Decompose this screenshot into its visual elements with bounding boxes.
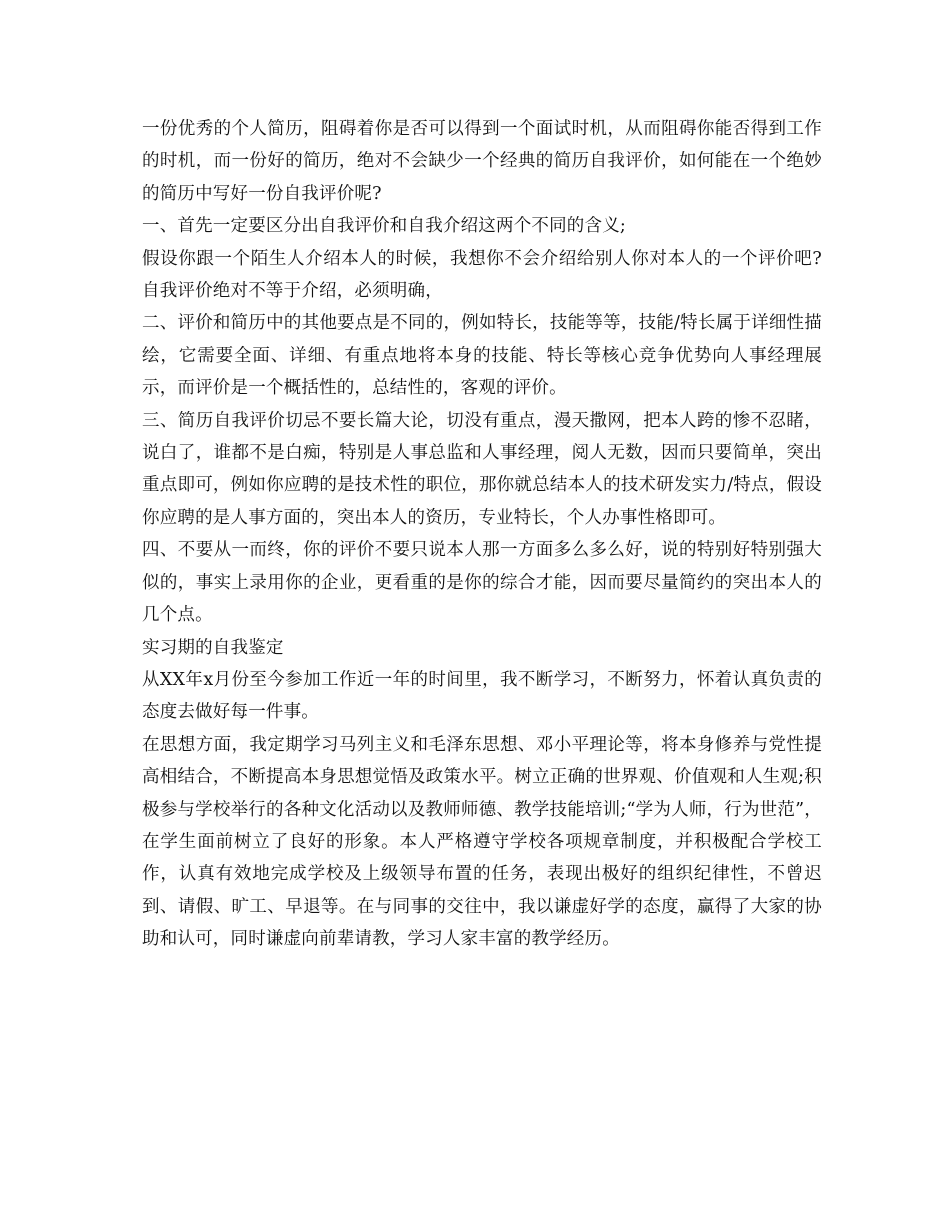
paragraph-intro: 一份优秀的个人简历，阻碍着你是否可以得到一个面试时机，从而阻碍你能否得到工作的时机，而一份好的简历，绝对不会缺少一个经典的简历自我评价，如何能在一个绝妙的简历中写好一份自我评价呢? (142, 119, 822, 204)
section-heading-internship: 实习期的自我鉴定 (142, 637, 284, 658)
paragraph-point-one-detail: 假设你跟一个陌生人介绍本人的时候，我想你不会介绍给别人你对本人的一个评价吧?自我评价绝对不等于介绍，必须明确， (142, 248, 822, 302)
paragraph-point-one: 一、首先一定要区分出自我评价和自我介绍这两个不同的含义; (142, 216, 626, 237)
paragraph-point-four: 四、不要从一而终，你的评价不要只说本人那一方面多么多么好，说的特别好特别强大似的，事实上录用你的企业，更看重的是你的综合才能，因而要尽量简约的突出本人的几个点。 (142, 540, 822, 626)
paragraph-point-two: 二、评价和简历中的其他要点是不同的，例如特长，技能等等，技能/特长属于详细性描绘，它需要全面、详细、有重点地将本身的技能、特长等核心竞争优势向人事经理展示，而评价是一个概括性的，总结性的，客观的评价。 (142, 313, 822, 399)
paragraph-internship-thought: 在思想方面，我定期学习马列主义和毛泽东思想、邓小平理论等，将本身修养与党性提高相结合，不断提高本身思想觉悟及政策水平。树立正确的世界观、价值观和人生观;积极参与学校举行的各种文化活动以及教师师德、教学技能培训;“学为人师，行为世范”，在学生面前树立了良好的形象。本人严格遵守学校各项规章制度，并积极配合学校工作，认真有效地完成学校及上级领导布置的任务，表现出极好的组织纪律性，不曾迟到、请假、旷工、早退等。在与同事的交往中，我以谦虚好学的态度，赢得了大家的协助和认可，同时谦虚向前辈请教，学习人家丰富的教学经历。 (142, 734, 822, 950)
document-body (142, 113, 822, 956)
paragraph-point-three: 三、简历自我评价切忌不要长篇大论，切没有重点，漫天撒网，把本人跨的惨不忍睹，说白了，谁都不是白痴，特别是人事总监和人事经理，阅人无数，因而只要简单，突出重点即可，例如你应聘的是技术性的职位，那你就总结本人的技术研发实力/特点，假设你应聘的是人事方面的，突出本人的资历，专业特长，个人办事性格即可。 (142, 410, 822, 528)
paragraph-internship-intro: 从XX年x月份至今参加工作近一年的时间里，我不断学习，不断努力，怀着认真负责的态度去做好每一件事。 (142, 669, 822, 723)
